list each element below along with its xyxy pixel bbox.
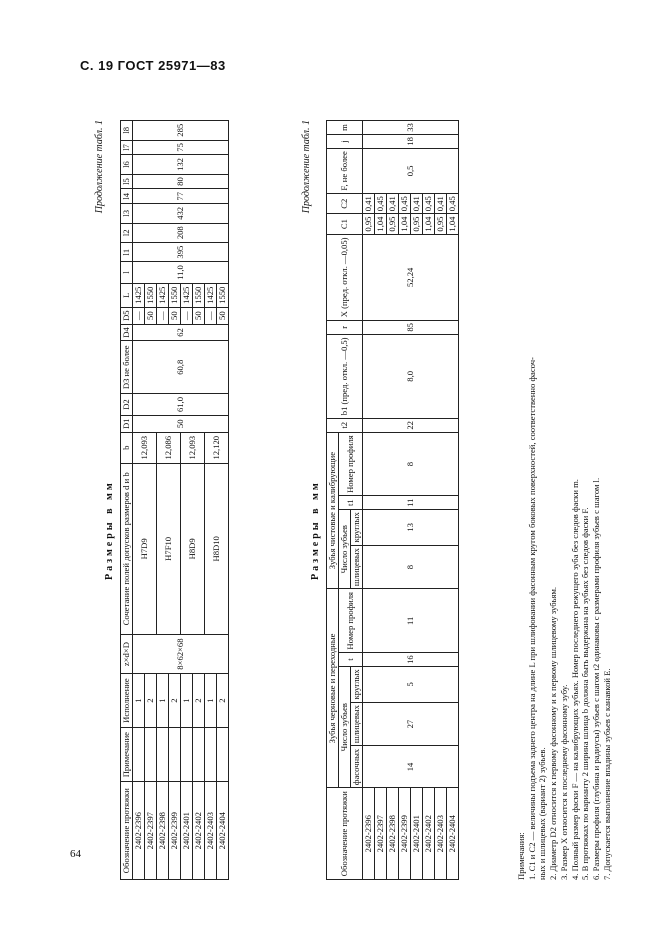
t2-h-designation: Обозначение протяжки [327,788,363,880]
t1-D5: 50 [169,307,181,324]
t1-h-19: l7 [121,140,133,155]
t2-h-j: j [327,134,363,148]
note-line: 6. Размеры профиля (глубина и радиусы) зубьев с шагом t2 одинаковы с размерами профиля зубьев с шагом l. [591,477,602,880]
t1-l6: 132 [133,155,229,174]
t1-zdD: 8×62×68 [133,634,229,673]
t2-h-x: X (пред. откл. —0,05) [327,234,363,320]
t2-krug2: 13 [363,509,459,545]
t1-D4: 62 [133,324,229,341]
t1-l1: 395 [133,242,229,261]
t1-D2: 61,0 [133,394,229,416]
t1-note [205,727,217,782]
t1-L: 1550 [145,283,157,307]
t2-designation: 2402-2404 [447,788,459,880]
t1-b: 12,120 [205,432,229,463]
t2-designation: 2402-2402 [423,788,435,880]
t1-L: 1425 [157,283,169,307]
t2-h-krug: круглых [351,666,363,702]
table1-caption: Продолжение табл. 1 [94,120,105,214]
t1-note [169,727,181,782]
t1-designation: 2402-2397 [145,782,157,880]
t2-h-shlic2: шлицевых [351,545,363,589]
t1-L: 1550 [169,283,181,307]
t2-designation: 2402-2399 [399,788,411,880]
t1-l: 11,0 [133,262,229,283]
t1-variant: 1 [157,674,169,728]
t1-note [145,727,157,782]
t1-h-10: D5 [121,307,133,324]
t2-c2: 0,45 [447,193,459,213]
t1-h-6: D1 [121,415,133,432]
t2-r: 85 [363,320,459,334]
t2-c1: 1,04 [423,214,435,234]
t1-D5: — [181,307,193,324]
page-number: 64 [70,848,81,860]
t2-m: 33 [363,121,459,135]
note-line: 7. Допускается выполнение впадины зубьев с канавкой E. [601,668,612,880]
note-line: 5. В протяжках по варианту 2 ширина шлица b должна быть выдержана на зубьях без следов фаски F. [580,507,591,880]
t1-variant: 1 [133,674,145,728]
t2-j: 18 [363,134,459,148]
t1-variant: 2 [193,674,205,728]
t2-h-r: r [327,320,363,334]
t2-c1: 0,95 [411,214,423,234]
t1-designation: 2402-2404 [217,782,229,880]
t1-l8: 285 [133,121,229,141]
t1-designation: 2402-2403 [205,782,217,880]
table-row [133,121,145,880]
t1-variant: 2 [217,674,229,728]
t1-variant: 1 [205,674,217,728]
t2-nomer: 11 [363,589,459,653]
t2-c2: 0,41 [387,193,399,213]
t2-designation: 2402-2396 [363,788,375,880]
t2-h-fasoch: фасочных [351,746,363,788]
t1-D5: 50 [193,307,205,324]
t1-L: 1550 [193,283,205,307]
t1-tolerance: H7D9 [133,463,157,634]
t1-D5: — [205,307,217,324]
table-row [363,121,375,880]
t2-shlic2: 8 [363,545,459,589]
t2-c1: 1,04 [399,214,411,234]
t1-designation: 2402-2399 [169,782,181,880]
t2-c2: 0,45 [399,193,411,213]
table-1 [120,120,229,880]
t1-L: 1425 [205,283,217,307]
t1-b: 12,093 [133,432,157,463]
t1-designation: 2402-2396 [133,782,145,880]
t1-note [157,727,169,782]
t2-designation: 2402-2403 [435,788,447,880]
t1-l2: 208 [133,223,229,242]
t1-h-9: D4 [121,324,133,341]
t1-D1: 50 [133,415,229,432]
t1-h-1: Примечание [121,727,133,782]
t2-designation: 2402-2398 [387,788,399,880]
t1-D5: 50 [145,307,157,324]
t2-c1: 0,95 [435,214,447,234]
t2-h-group2: Зубья чистовые и калибрующие [327,432,339,589]
t1-h-4: Сочетание полей допусков размеров d и b [121,463,133,634]
notes [516,357,613,880]
table-2 [326,120,459,880]
t1-tolerance: H8D9 [181,463,205,634]
t1-h-11: L [121,283,133,307]
note-line: ных и шлицевых (вариант 2) зубьев. [537,747,548,880]
t1-l5: 80 [133,174,229,189]
t2-h-f: F, не более [327,148,363,193]
t1-variant: 2 [145,674,157,728]
table2-caption: Продолжение табл. 1 [301,120,312,214]
t1-L: 1425 [181,283,193,307]
t2-shlic: 27 [363,702,459,746]
t1-variant: 2 [169,674,181,728]
t2-h-c1: C1 [327,214,363,234]
t1-h-7: D2 [121,394,133,416]
t1-h-15: l3 [121,204,133,223]
t1-h-17: l5 [121,174,133,189]
t2-c2: 0,41 [363,193,375,213]
table1-title: Размеры в мм [104,480,115,580]
t2-h-shlic: шлицевых [351,702,363,746]
t1-b: 12,086 [157,432,181,463]
t1-designation: 2402-2398 [157,782,169,880]
t1-D5: — [133,307,145,324]
t1-h-13: l1 [121,242,133,261]
t2-c2: 0,45 [423,193,435,213]
t1-h-18: l6 [121,155,133,174]
t2-h-m: m [327,121,363,135]
t1-D5: — [157,307,169,324]
t1-D3: 60,8 [133,341,229,394]
t1-tolerance: H7F10 [157,463,181,634]
t1-variant: 1 [181,674,193,728]
t1-designation: 2402-2402 [193,782,205,880]
t1-l4: 77 [133,189,229,204]
t2-c1: 1,04 [447,214,459,234]
t2-f: 0,5 [363,148,459,193]
t2-designation: 2402-2397 [375,788,387,880]
t1-D5: 50 [217,307,229,324]
t2-c1: 0,95 [387,214,399,234]
t1-h-20: l8 [121,121,133,141]
t2-h-t: t [339,653,363,667]
t2-t: 16 [363,653,459,667]
t2-x: 52,24 [363,234,459,320]
t1-h-12: l [121,262,133,283]
t1-h-5: b [121,432,133,463]
t2-fasoch: 14 [363,746,459,788]
t2-c1: 1,04 [375,214,387,234]
note-line: 1. C1 и C2 — величины подъема заднего центра на длине L при шлифовании фасонным кругом боковых поверхностей, соответственно фасоч- [526,357,537,880]
t1-L: 1425 [133,283,145,307]
t1-h-0: Обозначение протяжки [121,782,133,880]
t1-b: 12,093 [181,432,205,463]
t2-h-group1: Зубья черновые и переходные [327,589,339,788]
t2-h-t2: t2 [327,418,363,432]
t1-note [133,727,145,782]
t2-h-count1: Число зубьев [339,666,351,787]
t2-h-nomer1: Номер профиля [339,589,363,653]
note-line: 3. Размер X относится к последнему фасонному зубу. [558,684,569,880]
t1-note [193,727,205,782]
t1-designation: 2402-2401 [181,782,193,880]
t2-t1: 11 [363,496,459,510]
t2-h-krug2: круглых [351,509,363,545]
t1-note [181,727,193,782]
t2-c2: 0,45 [375,193,387,213]
t2-designation: 2402-2401 [411,788,423,880]
t2-c2: 0,41 [435,193,447,213]
t1-l3: 432 [133,204,229,223]
t1-h-2: Исполнение [121,674,133,728]
t2-b1: 8,0 [363,334,459,418]
t2-t2: 22 [363,418,459,432]
t1-L: 1550 [217,283,229,307]
t1-h-3: z×d×D [121,634,133,673]
table2-title: Размеры в мм [310,480,321,580]
t2-c2: 0,41 [411,193,423,213]
t2-h-count2: Число зубьев [339,509,351,588]
note-line: 2. Диаметр D2 относится к первому фасонному и к первому шлицевому зубьям. [548,586,559,880]
t1-tolerance: H8D10 [205,463,229,634]
note-line: 4. Полный размер фаски F — на калибрующих зубьях. Номер последнего режущего зуба без следов фаски m. [569,479,580,880]
note-line: Примечания: [516,832,526,880]
t1-note [217,727,229,782]
t2-h-c2: C2 [327,193,363,213]
rotated-content [94,120,612,880]
t1-l7: 75 [133,140,229,155]
t2-c1: 0,95 [363,214,375,234]
t1-h-8: D3 не более [121,341,133,394]
t2-h-nomer2: Номер профиля [339,432,363,496]
t2-nomer2: 8 [363,432,459,496]
t1-h-14: l2 [121,223,133,242]
t1-h-16: l4 [121,189,133,204]
page-header: С. 19 ГОСТ 25971—83 [80,58,226,73]
t2-h-b1: b1 (пред. откл. —0,5) [327,334,363,418]
t2-h-t1: t1 [339,496,363,510]
t2-krug: 5 [363,666,459,702]
